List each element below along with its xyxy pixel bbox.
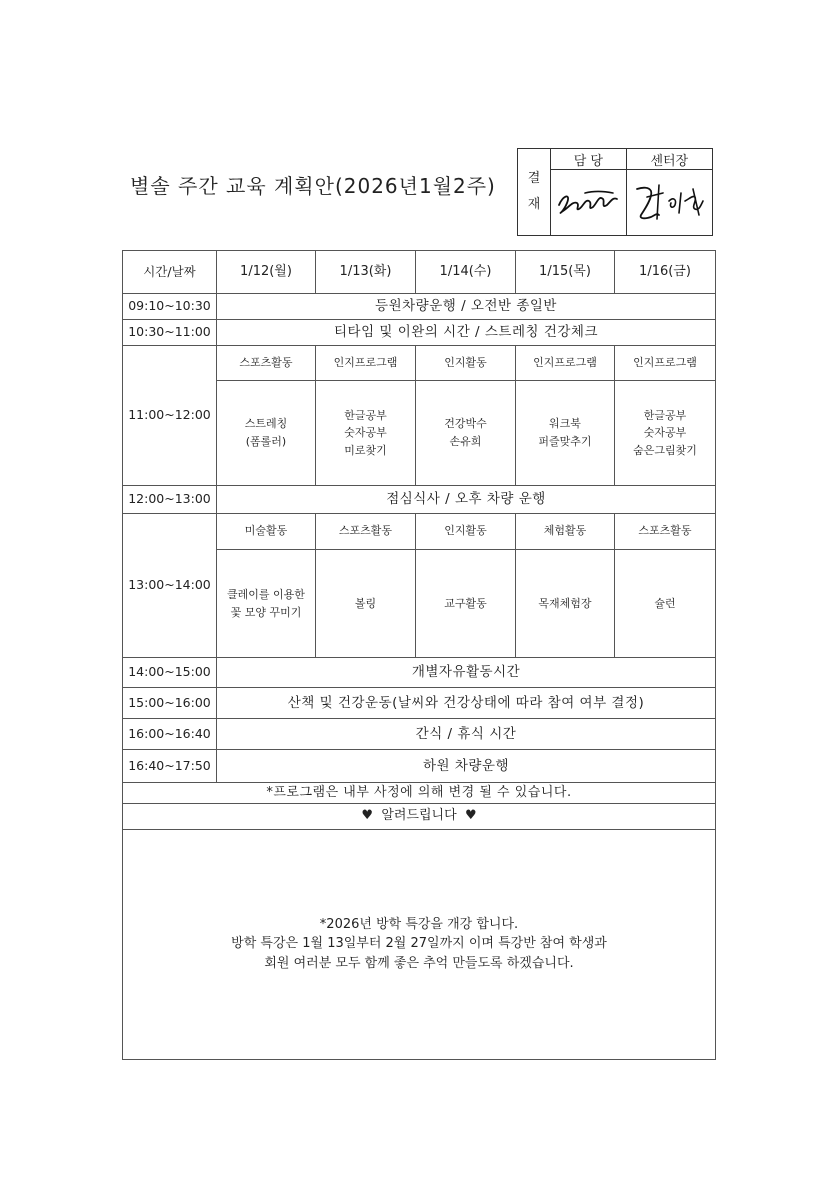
activity-cell — [516, 381, 615, 486]
header-day: 1/15(목) — [516, 251, 615, 294]
category-cell: 인지프로그램 — [615, 346, 716, 381]
signature-manager — [551, 170, 627, 236]
signature-manager-mark — [553, 181, 623, 225]
signature-director — [626, 170, 712, 236]
activity-line: 숫자공부 — [643, 426, 687, 440]
category-cell: 미술활동 — [217, 514, 316, 550]
time-cell: 11:00~12:00 — [123, 346, 217, 486]
activity-cell — [316, 381, 416, 486]
header-row — [123, 251, 716, 294]
approval-label — [518, 149, 551, 236]
activity-line: 스트레칭 — [244, 417, 288, 431]
activity-cell: 볼링 — [316, 550, 416, 658]
category-cell: 체험활동 — [516, 514, 615, 550]
table-row — [123, 486, 716, 514]
table-row — [123, 719, 716, 750]
activity-cell — [217, 381, 316, 486]
activity-line: 건강박수 — [444, 417, 487, 431]
notice-text: *프로그램은 내부 사정에 의해 변경 될 수 있습니다. — [123, 783, 716, 804]
announcement-line: 방학 특강은 1월 13일부터 2월 27일까지 이며 특강반 참여 학생과 — [231, 936, 607, 952]
time-cell: 16:40~17:50 — [123, 750, 217, 783]
activity-cell: 하원 차량운행 — [217, 750, 716, 783]
header-day: 1/13(화) — [316, 251, 416, 294]
time-cell: 15:00~16:00 — [123, 688, 217, 719]
activity-line: 숫자공부 — [344, 426, 387, 440]
activity-line: 손유희 — [449, 435, 482, 448]
category-cell: 인지활동 — [416, 346, 516, 381]
schedule-table — [122, 250, 716, 1060]
announcement-body — [123, 829, 716, 1059]
notice-row — [123, 783, 716, 804]
activity-cell — [217, 550, 316, 658]
time-cell: 10:30~11:00 — [123, 320, 217, 346]
announcement-line: *2026년 방학 특강을 개강 합니다. — [319, 916, 519, 932]
table-row — [123, 750, 716, 783]
time-cell: 13:00~14:00 — [123, 514, 217, 658]
time-cell: 12:00~13:00 — [123, 486, 217, 514]
category-cell: 스포츠활동 — [217, 346, 316, 381]
announcement-heading-cell — [123, 803, 716, 829]
announcement-heading: 알려드립니다 — [381, 808, 457, 824]
activity-line: 꽃 모양 꾸미기 — [230, 605, 302, 619]
approval-label-bottom: 재 — [527, 197, 541, 212]
activity-cell: 산책 및 건강운동(날씨와 건강상태에 따라 참여 여부 결정) — [217, 688, 716, 719]
activity-line: 클레이를 이용한 — [227, 587, 305, 601]
activity-cell: 티타임 및 이완의 시간 / 스트레칭 건강체크 — [217, 320, 716, 346]
header-day: 1/14(수) — [416, 251, 516, 294]
activity-line: 워크북 — [549, 417, 581, 431]
heart-icon: ♥ — [361, 808, 374, 824]
category-cell: 인지프로그램 — [316, 346, 416, 381]
category-row — [123, 514, 716, 550]
header-day: 1/16(금) — [615, 251, 716, 294]
approval-label-top: 결 — [527, 171, 541, 186]
announcement-header-row — [123, 803, 716, 829]
time-cell: 09:10~10:30 — [123, 294, 217, 320]
table-row — [123, 688, 716, 719]
time-cell: 16:00~16:40 — [123, 719, 217, 750]
activity-cell — [416, 381, 516, 486]
time-cell: 14:00~15:00 — [123, 658, 217, 688]
activity-cell: 슐런 — [615, 550, 716, 658]
page-title: 별솔 주간 교육 계획안(2026년1월2주) — [130, 174, 496, 198]
announcement-line: 회원 여러분 모두 함께 좋은 추억 만들도록 하겠습니다. — [264, 955, 574, 971]
activity-line: 한글공부 — [643, 408, 687, 422]
header-day: 1/12(월) — [217, 251, 316, 294]
approval-box — [517, 148, 713, 236]
activity-cell: 등원차량운행 / 오전반 종일반 — [217, 294, 716, 320]
activity-cell: 교구활동 — [416, 550, 516, 658]
category-cell: 인지프로그램 — [516, 346, 615, 381]
activity-line: 퍼즐맞추기 — [538, 435, 592, 448]
category-cell: 스포츠활동 — [316, 514, 416, 550]
activity-line: 한글공부 — [344, 408, 387, 422]
table-row — [123, 658, 716, 688]
activity-cell: 간식 / 휴식 시간 — [217, 719, 716, 750]
header-time: 시간/날짜 — [123, 251, 217, 294]
activity-line: (폼롤러) — [245, 435, 287, 448]
table-row — [123, 320, 716, 346]
heart-icon: ♥ — [464, 808, 477, 824]
category-cell: 인지활동 — [416, 514, 516, 550]
activity-line: 숨은그림찾기 — [633, 443, 697, 457]
activity-cell: 개별자유활동시간 — [217, 658, 716, 688]
table-row — [123, 294, 716, 320]
approval-col-director: 센터장 — [626, 149, 712, 170]
activity-line: 미로찾기 — [344, 443, 387, 457]
announcement-row — [123, 829, 716, 1059]
category-row — [123, 346, 716, 381]
activity-cell — [615, 381, 716, 486]
signature-director-mark — [629, 179, 709, 227]
category-cell: 스포츠활동 — [615, 514, 716, 550]
activity-cell: 목재체험장 — [516, 550, 615, 658]
activity-cell: 점심식사 / 오후 차량 운행 — [217, 486, 716, 514]
approval-col-manager: 담 당 — [551, 149, 627, 170]
